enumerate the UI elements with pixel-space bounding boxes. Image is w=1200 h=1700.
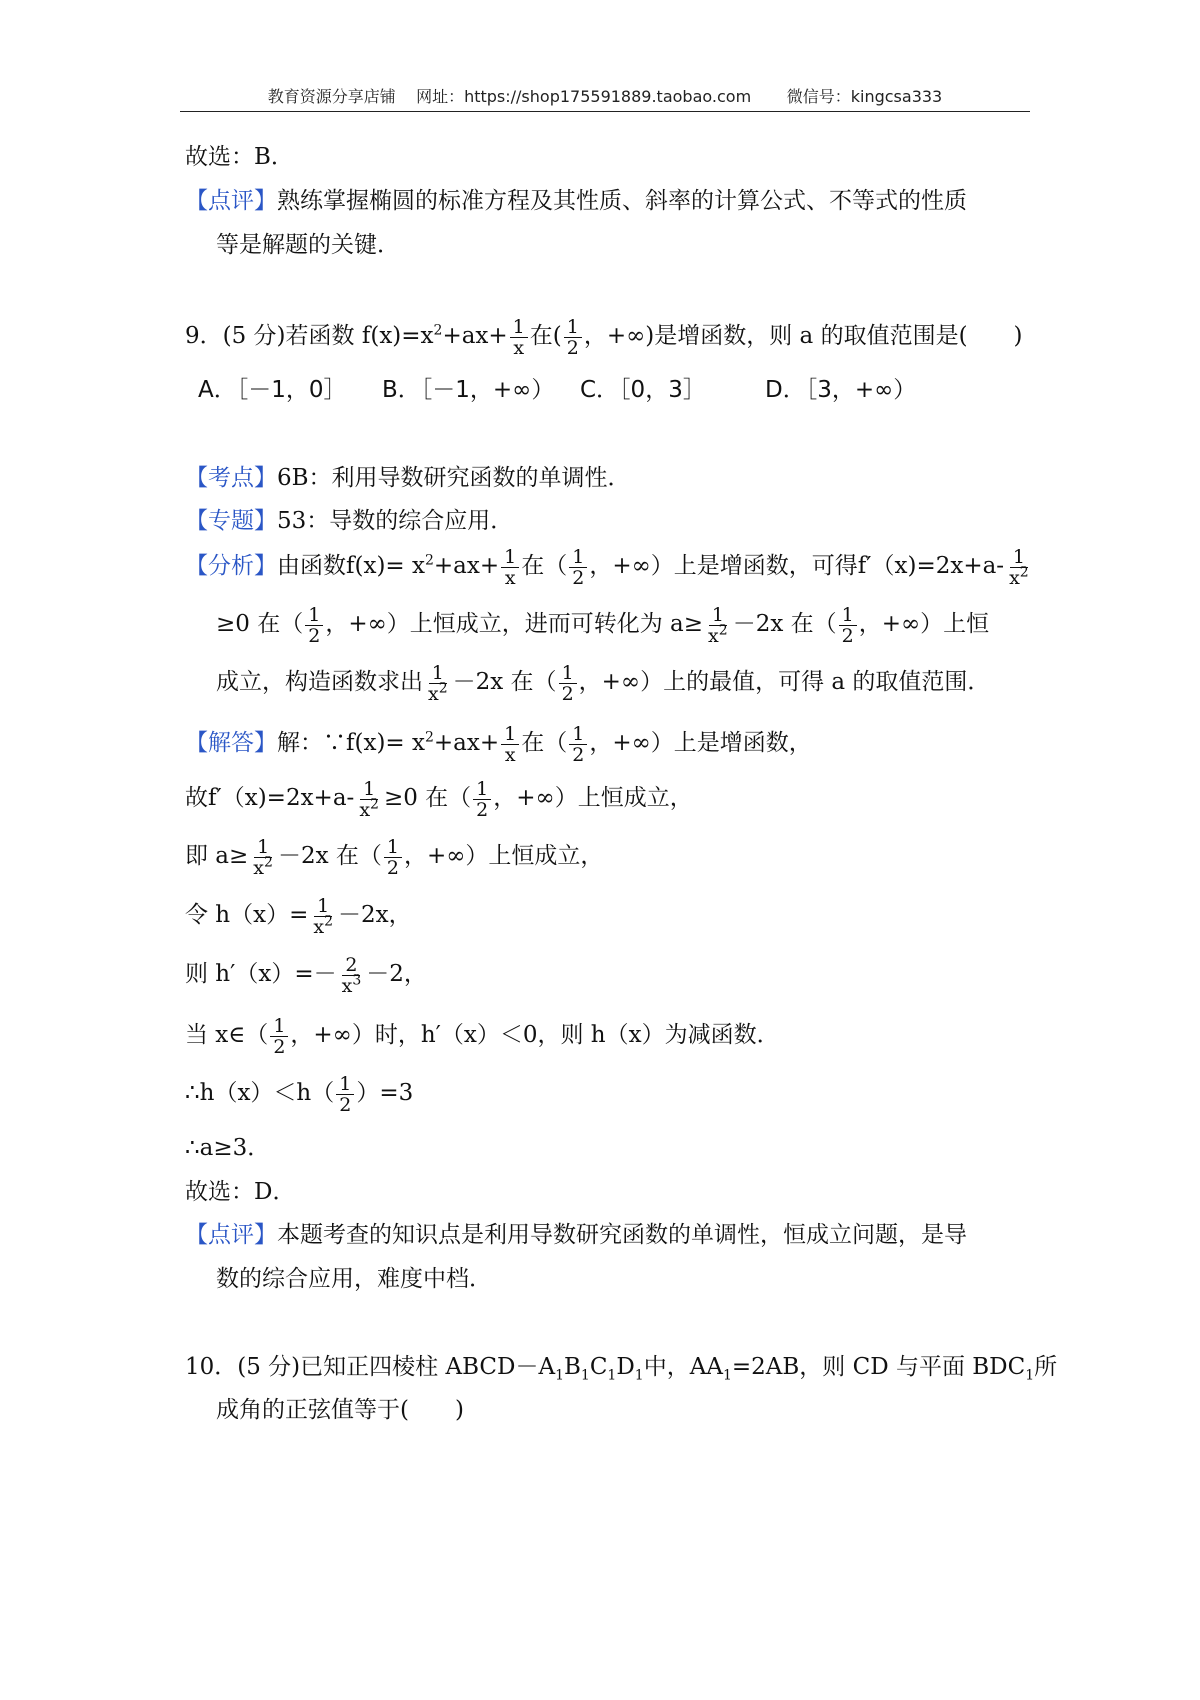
q10-1f: =2AB，则 CD 与平面 BDC: [731, 1354, 1026, 1380]
exp-2: 2: [433, 322, 443, 339]
fenxi-1a: 由函数: [277, 553, 346, 579]
fraction-1-over-x2: $\frac{1}{x^2}$: [313, 894, 334, 938]
q9-stem-a: 9．(5 分)若函数 f(x)=x: [185, 323, 434, 349]
s2b: f′（x)=2x+a-: [208, 785, 355, 811]
jieda-line-1: [185, 722, 812, 766]
fenxi-1c: +ax+: [433, 553, 500, 579]
zhuanti-line: [185, 501, 513, 541]
fraction-1-over-x: $\frac{1}{x}$: [501, 724, 519, 765]
solution-step-7: [185, 1072, 414, 1116]
comment-text: 熟练掌握椭圆的标准方程及其性质、斜率的计算公式、不等式的性质: [277, 188, 967, 214]
page-header: 教育资源分享店铺 网址：https://shop175591889.taobao.com 微信号：kingcsa333: [267, 87, 943, 106]
fraction-1-over-2: $\frac{1}{2}$: [305, 605, 323, 646]
fenxi-3b: －2x 在（: [452, 669, 557, 695]
q10-1b: B: [563, 1354, 581, 1380]
q10-1d: D: [616, 1354, 635, 1380]
fraction-1-over-x2: $\frac{1}{x^2}$: [1009, 545, 1029, 589]
prev-comment-line-1: [185, 181, 967, 221]
option-d: D．［3，+∞）: [765, 377, 917, 403]
fenxi-line-3: [216, 661, 991, 705]
dianping-text-1: 本题考查的知识点是利用导数研究函数的单调性，恒成立问题，是导: [277, 1222, 967, 1248]
s4a: 令 h（x）=: [185, 902, 309, 928]
fenxi-3c: ，+∞）上的最值，可得 a 的取值范围．: [578, 669, 991, 695]
fraction-1-over-x: $\frac{1}{x}$: [501, 547, 519, 588]
s6a: 当 x∈（: [185, 1022, 269, 1048]
fraction-1-over-2: $\frac{1}{2}$: [569, 547, 587, 588]
q9-stem-b: +ax+: [442, 323, 508, 349]
jieda-1c: +ax+: [433, 730, 500, 756]
fenxi-1f: f′（x)=2x+a-: [857, 553, 1005, 579]
solution-step-4: [185, 894, 412, 938]
fenxi-1b: f(x)= x: [346, 553, 425, 579]
fenxi-tag: 【分析】: [185, 553, 277, 579]
q10-line-1: 10．(5 分)已知正四棱柱 $ABCD-A_1B_1C_1D_1$中，$AA_1=2AB$，则 CD 与平面 $BDC_1$所: [185, 1354, 1058, 1384]
s2a: 故: [185, 785, 208, 811]
fenxi-1e: ，+∞）上是增函数，可得: [589, 553, 858, 579]
prev-comment-line-2: 等是解题的关键．: [216, 232, 400, 258]
solution-answer: 故选：D．: [185, 1179, 296, 1205]
dianping-line-2: 数的综合应用，难度中档．: [216, 1266, 492, 1292]
s4b: －2x，: [338, 902, 412, 928]
kaodian-text: 6B：利用导数研究函数的单调性．: [277, 465, 631, 491]
fenxi-2c: －2x 在（: [732, 611, 837, 637]
jieda-1d: 在（: [521, 730, 568, 756]
exp-2: 2: [424, 729, 434, 746]
fenxi-1d: 在（: [521, 553, 568, 579]
option-c: C．［0，3］: [580, 377, 706, 403]
solution-step-6: [185, 1014, 780, 1058]
kaodian-line: [185, 458, 631, 498]
s6b: ，+∞）时，h′（x）＜0，则 h（x）为减函数．: [290, 1022, 780, 1048]
s3b: －2x 在（: [277, 843, 382, 869]
q9-stem: [185, 315, 1023, 359]
fraction-1-over-x2: $\frac{1}{x^2}$: [428, 661, 448, 705]
q10-1a: 10．(5 分)已知正四棱柱 ABCD－A: [185, 1354, 556, 1380]
q9-stem-c: 在(: [529, 323, 562, 349]
fraction-1-over-x: $\frac{1}{x}$: [510, 317, 528, 358]
fenxi-line-1: [185, 545, 1034, 589]
q10-1c: C: [589, 1354, 608, 1380]
fenxi-2b: ，+∞）上恒成立，进而可转化为 a≥: [325, 611, 704, 637]
fraction-1-over-2: $\frac{1}{2}$: [569, 724, 587, 765]
zhuanti-tag: 【专题】: [185, 508, 277, 534]
jieda-1a: 解：∵: [277, 730, 346, 756]
s2d: ，+∞）上恒成立，: [493, 785, 693, 811]
fenxi-line-2: [216, 603, 990, 647]
fraction-1-over-2: $\frac{1}{2}$: [839, 605, 857, 646]
solution-step-3: [185, 835, 604, 879]
fraction-1-over-2: $\frac{1}{2}$: [270, 1016, 288, 1057]
jieda-tag: 【解答】: [185, 730, 277, 756]
s3c: ，+∞）上恒成立，: [403, 843, 604, 869]
option-b: B．［－1，+∞）: [382, 377, 555, 403]
dianping-line-1: [185, 1215, 967, 1255]
s7a: ∴h（x）＜h（: [185, 1080, 335, 1106]
solution-step-2: [185, 777, 693, 821]
jieda-1e: ，+∞）上是增函数，: [589, 730, 812, 756]
fraction-1-over-2: $\frac{1}{2}$: [564, 317, 582, 358]
fenxi-3a: 成立，构造函数求出: [216, 669, 423, 695]
prev-answer: 故选：B．: [185, 144, 294, 170]
fraction-1-over-x2: $\frac{1}{x^2}$: [708, 603, 728, 647]
q10-1e: 中，AA: [643, 1354, 723, 1380]
fraction-1-over-x2: $\frac{1}{x^2}$: [359, 777, 379, 821]
fenxi-2d: ，+∞）上恒: [858, 611, 990, 637]
fraction-1-over-2: $\frac{1}{2}$: [559, 663, 577, 704]
s7b: ）=3: [356, 1080, 414, 1106]
option-a: A．［－1，0］: [198, 377, 347, 403]
kaodian-tag: 【考点】: [185, 465, 277, 491]
comment-tag: 【点评】: [185, 188, 277, 214]
fraction-1-over-2: $\frac{1}{2}$: [336, 1074, 354, 1115]
fraction-1-over-2: $\frac{1}{2}$: [473, 779, 491, 820]
fraction-1-over-x2: $\frac{1}{x^2}$: [253, 835, 273, 879]
solution-step-5: [185, 953, 427, 997]
s3a: 即 a≥: [185, 843, 249, 869]
solution-step-8: ∴a≥3．: [185, 1135, 271, 1161]
header-rule: [180, 111, 1030, 112]
jieda-1b: f(x)= x: [346, 730, 425, 756]
fraction-2-over-x3: $\frac{2}{x^3}$: [341, 953, 362, 997]
fenxi-2a: ≥0 在（: [216, 611, 304, 637]
q10-line-2: 成角的正弦值等于( ): [216, 1397, 464, 1423]
q9-stem-d: ，+∞)是增函数，则 a 的取值范围是( ): [583, 323, 1023, 349]
q9-options: [185, 370, 985, 410]
dianping-tag: 【点评】: [185, 1222, 277, 1248]
fraction-1-over-2: $\frac{1}{2}$: [384, 837, 402, 878]
s5b: －2，: [366, 961, 427, 987]
q10-1g: 所: [1034, 1354, 1058, 1380]
exp-2: 2: [424, 552, 434, 569]
s2c: ≥0 在（: [383, 785, 472, 811]
zhuanti-text: 53：导数的综合应用．: [277, 508, 514, 534]
s5a: 则 h′（x）=－: [185, 961, 337, 987]
